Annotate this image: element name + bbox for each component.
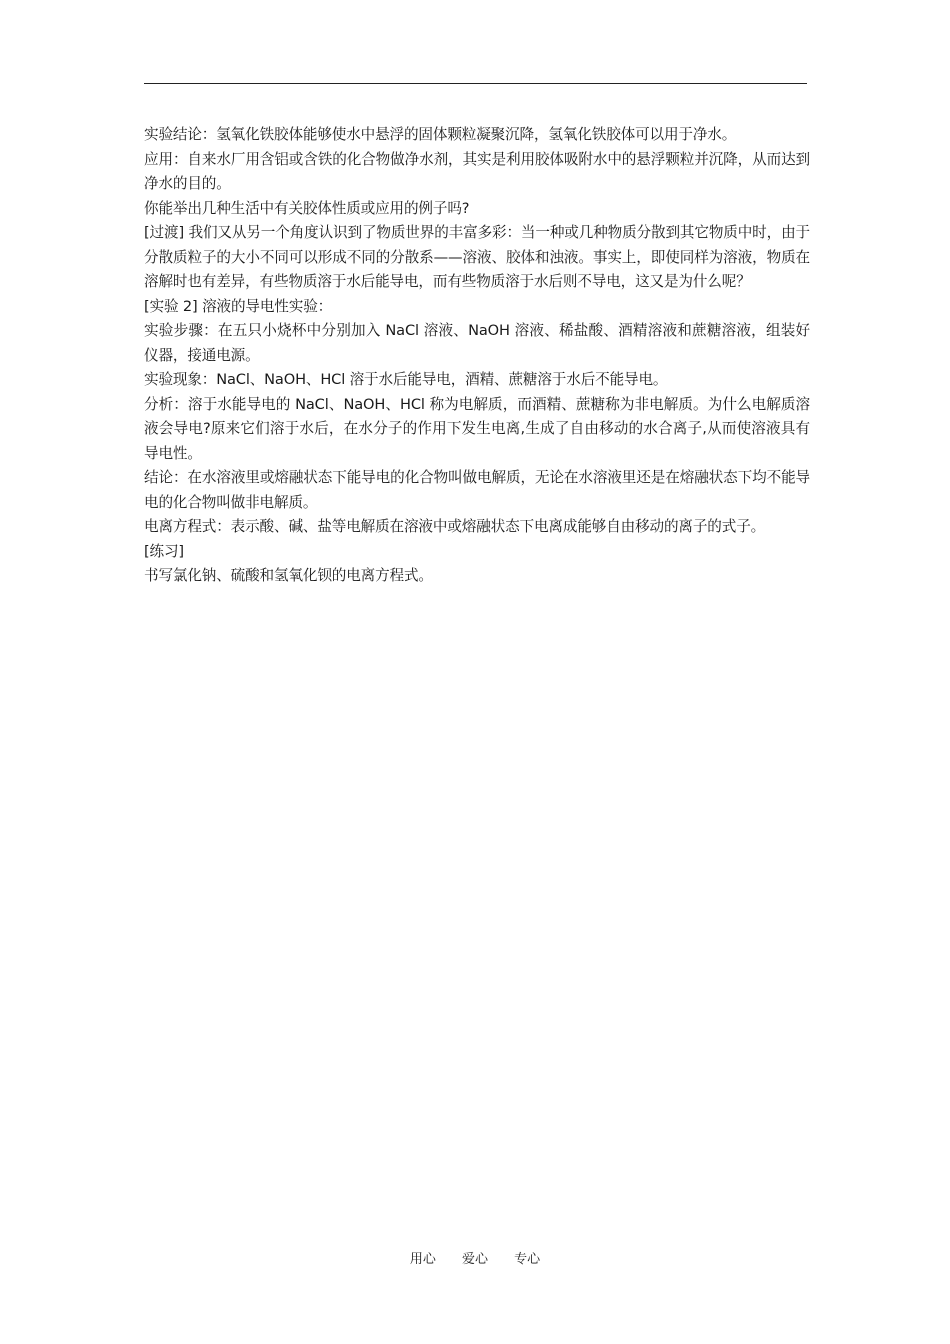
paragraph-question: 你能举出几种生活中有关胶体性质或应用的例子吗? — [144, 199, 470, 217]
paragraph-ionization-equation: 电离方程式：表示酸、碱、盐等电解质在溶液中或熔融状态下电离成能够自由移动的离子的式子。 — [144, 518, 766, 535]
paragraph-application: 应用：自来水厂用含铝或含铁的化合物做净水剂，其实是利用胶体吸附水中的悬浮颗粒并沉降，从而达到净水的目的。 — [144, 150, 810, 192]
paragraph-experiment-steps: 实验步骤：在五只小烧杯中分别加入 NaCl 溶液、NaOH 溶液、稀盐酸、酒精溶液和蔗糖溶液，组装好仪器，接通电源。 — [144, 322, 810, 364]
paragraph-exercise-task: 书写氯化钠、硫酸和氢氧化钡的电离方程式。 — [144, 567, 433, 584]
footer-item: 用心 — [409, 1252, 436, 1267]
paragraph-experiment-phenomenon: 实验现象：NaCl、NaOH、HCl 溶于水后能导电，酒精、蔗糖溶于水后不能导电。 — [144, 371, 668, 388]
paragraph-exercise-label: [练习] — [144, 542, 184, 560]
paragraph-analysis: 分析：溶于水能导电的 NaCl、NaOH、HCl 称为电解质，而酒精、蔗糖称为非电解质。为什么电解质溶液会导电?原来它们溶于水后，在水分子的作用下发生电离,生成了自由移动的水合离子,从而使溶液具有导电性。 — [144, 395, 810, 462]
paragraph-conclusion: 实验结论：氢氧化铁胶体能够使水中悬浮的固体颗粒凝聚沉降，氢氧化铁胶体可以用于净水。 — [144, 126, 737, 143]
footer-item: 专心 — [514, 1252, 541, 1267]
header-rule — [144, 83, 807, 84]
footer-item: 爱心 — [461, 1252, 488, 1267]
page-footer — [0, 1248, 950, 1267]
paragraph-experiment-title: [实验 2] 溶液的导电性实验： — [144, 297, 333, 315]
document-body — [144, 123, 810, 589]
paragraph-definition: 结论：在水溶液里或熔融状态下能导电的化合物叫做电解质，无论在水溶液里还是在熔融状态下均不能导电的化合物叫做非电解质。 — [144, 469, 810, 511]
paragraph-transition: [过渡] 我们又从另一个角度认识到了物质世界的丰富多彩：当一种或几种物质分散到其它物质中时，由于分散质粒子的大小不同可以形成不同的分散系——溶液、胶体和浊液。事实上，即使同样为溶液，物质在溶解时也有差异，有些物质溶于水后能导电，而有些物质溶于水后则不导电，这又是为什么呢？ — [144, 224, 810, 290]
